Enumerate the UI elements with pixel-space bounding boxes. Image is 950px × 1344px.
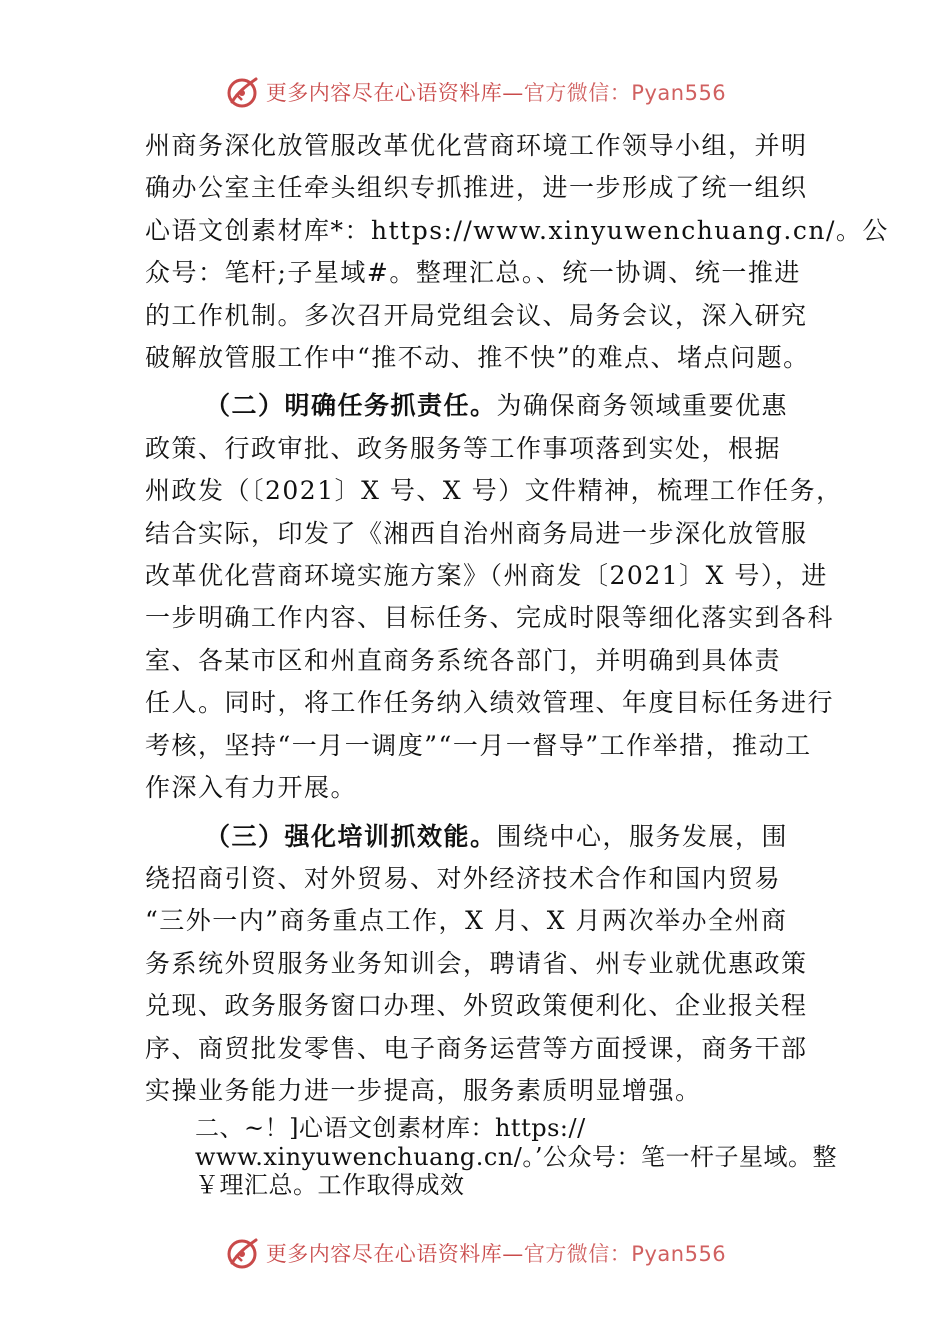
document-body [145,125,889,1112]
header-banner-text: 更多内容尽在心语资料库—官方微信：Pyan556 [265,81,727,105]
text-line: 务系统外贸服务业务知训会，聘请省、州专业就优惠政策 [145,948,808,978]
text-line: 的工作机制。多次召开局党组会议、局务会议，深入研究 [145,300,808,330]
text-line: 政策、行政审批、政务服务等工作事项落到实处，根据 [145,433,782,463]
footer-banner-text: 更多内容尽在心语资料库—官方微信：Pyan556 [265,1242,727,1266]
paragraph-1 [145,125,889,379]
section-3-heading: （三）强化培训抓效能。 [205,821,497,851]
brush-logo-icon [224,1235,260,1271]
section-heading-garbled [195,1114,838,1200]
section-2 [145,385,843,809]
text-line: 确办公室主任牵头组织专抓推进，进一步形成了统一组织 [145,173,808,203]
text-line: 实操业务能力进一步提高，服务素质明显增强。 [145,1075,702,1105]
text-line: 任人。同时，将工作任务纳入绩效管理、年度目标任务进行 [145,688,835,718]
section-3 [145,816,825,1113]
text-line: 破解放管服工作中“推不动、推不快”的难点、堵点问题。 [145,343,810,373]
text-line: 考核，坚持“一月一调度”“一月一督导”工作举措，推动工 [145,730,812,760]
section-3-first-line: （三）强化培训抓效能。围绕中心，服务发展，围 [205,821,789,851]
text-line: ￥理汇总。工作取得成效 [195,1171,465,1199]
text-line: “三外一内”商务重点工作，X 月、X 月两次举办全州商 [145,906,788,936]
text-line: 绕招商引资、对外贸易、对外经济技术合作和国内贸易 [145,863,782,893]
section-2-heading: （二）明确任务抓责任。 [205,391,497,421]
footer-banner [0,1233,950,1273]
text-line: 心语文创素材库*：https://www.xinyuwenchuang.cn/。公 [145,215,889,245]
text-line: 众号：笔杆;子星域#。整理汇总。、统一协调、统一推进 [145,258,801,288]
header-banner [0,72,950,112]
text-line: 兑现、政务服务窗口办理、外贸政策便利化、企业报关程 [145,991,808,1021]
text-line: www.xinyuwenchuang.cn/。’公众号：笔一杆子星域。整 [195,1142,838,1171]
text-line: 序、商贸批发零售、电子商务运营等方面授课，商务干部 [145,1033,808,1063]
section-2-first-line: （二）明确任务抓责任。为确保商务领域重要优惠 [205,391,789,421]
text-line: 室、各某市区和州直商务系统各部门，并明确到具体责 [145,645,782,675]
brush-logo-icon [224,74,260,110]
text-line: 改革优化营商环境实施方案》（州商发〔2021〕X 号），进 [145,561,828,591]
text-line: 二、~！]心语文创素材库：https:// [195,1114,586,1142]
text-line: 结合实际，印发了《湘西自治州商务局进一步深化放管服 [145,518,808,548]
text-line: 作深入有力开展。 [145,773,358,803]
text-line: 一步明确工作内容、目标任务、完成时限等细化落实到各科 [145,603,835,633]
text-line: 州商务深化放管服改革优化营商环境工作领导小组，并明 [145,131,808,160]
text-line: 州政发（〔2021〕X 号、X 号）文件精神，梳理工作任务， [145,476,843,506]
